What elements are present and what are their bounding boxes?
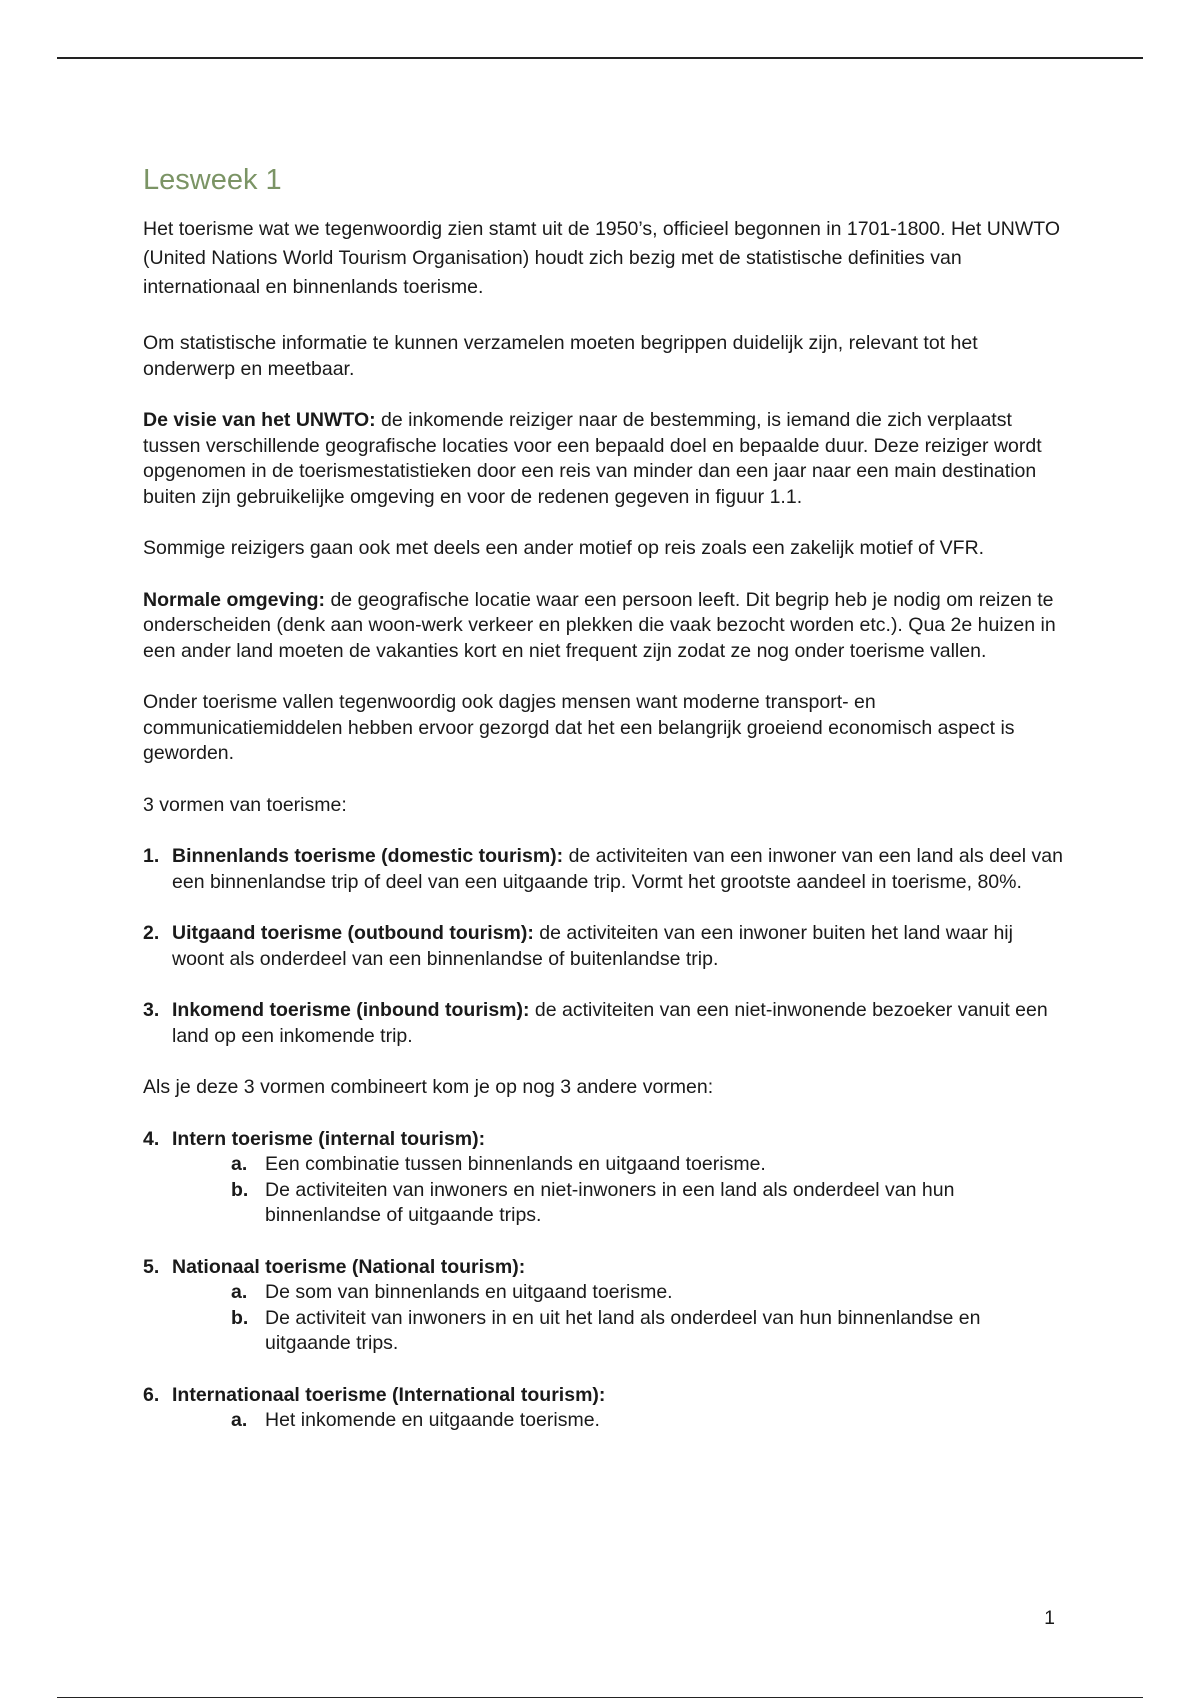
normal-environment-paragraph [143, 588, 1068, 665]
list-item [143, 1255, 1068, 1357]
normal-environment-text: de geografische locatie waar een persoon leeft. Dit begrip heb je nodig om reizen te onderscheiden (denk aan woon-werk verkeer en plekken die vaak bezocht worden etc.). Qua 2e huizen in een ander land moeten de vakanties kort en niet frequent zijn zodat ze nog onder toerisme vallen. [143, 588, 1056, 662]
sub-list-item [229, 1152, 1068, 1178]
list-item [143, 921, 1068, 972]
list-term: Inkomend toerisme (inbound tourism): [172, 999, 530, 1021]
list-number: 6. [143, 1383, 160, 1406]
list-number: 2. [143, 922, 160, 944]
statistics-paragraph: Om statistische informatie te kunnen verzamelen moeten begrippen duidelijk zijn, relevant tot het onderwerp en meetbaar. [143, 332, 978, 380]
sub-list-text: De activiteiten van inwoners en niet-inwoners in een land als onderdeel van hun binnenlandse of uitgaande trips. [265, 1178, 955, 1226]
sub-list-text: De activiteit van inwoners in en uit het land als onderdeel van hun binnenlandse en uitgaande trips. [265, 1306, 981, 1354]
page-number: 1 [1044, 1607, 1055, 1629]
list-term: Uitgaand toerisme (outbound tourism): [172, 922, 534, 944]
list-text: de activiteiten van een inwoner van een land als deel van een binnenlandse trip of deel van een uitgaande trip. Vormt het grootste aandeel in toerisme, 80%. [172, 845, 1063, 893]
list-item [143, 1127, 1068, 1229]
footer-rule [57, 1697, 1143, 1698]
sub-list-letter: a. [231, 1281, 248, 1303]
sub-list-letter: a. [231, 1153, 248, 1175]
list-item [143, 1383, 1068, 1434]
list-text: de activiteiten van een niet-inwonende bezoeker vanuit een land op een inkomende trip. [172, 999, 1048, 1047]
list-item [143, 998, 1068, 1049]
sub-list-text: De som van binnenlands en uitgaand toerisme. [265, 1281, 673, 1303]
list-term: Binnenlands toerisme (domestic tourism): [172, 845, 564, 867]
list-number: 1. [143, 845, 160, 867]
sub-list-text: Een combinatie tussen binnenlands en uitgaand toerisme. [265, 1153, 766, 1175]
page-content [143, 162, 1068, 1460]
unwto-vision-term: De visie van het UNWTO: [143, 409, 376, 431]
list-term: Internationaal toerisme (International tourism): [172, 1383, 606, 1406]
combined-intro: Als je deze 3 vormen combineert kom je op nog 3 andere vormen: [143, 1076, 714, 1098]
sub-list-text: Het inkomende en uitgaande toerisme. [265, 1409, 600, 1431]
daytrips-paragraph: Onder toerisme vallen tegenwoordig ook dagjes mensen want moderne transport- en communicatiemiddelen hebben ervoor gezorgd dat het een belangrijk groeiend economisch aspect is geworden. [143, 691, 1015, 764]
list-term: Nationaal toerisme (National tourism): [172, 1255, 526, 1278]
forms-intro: 3 vormen van toerisme: [143, 793, 347, 816]
list-number: 3. [143, 999, 160, 1021]
list-number: 4. [143, 1127, 160, 1150]
intro-paragraph: Het toerisme wat we tegenwoordig zien stamt uit de 1950’s, officieel begonnen in 1701-1800. Het UNWTO (United Nations World Tourism Organisation) houdt zich bezig met de statistische definities van internationaal en binnenlands toerisme. [143, 218, 1061, 298]
sub-list-letter: b. [231, 1306, 249, 1329]
sub-list-item [229, 1280, 1068, 1306]
list-number: 5. [143, 1255, 160, 1278]
sub-list-letter: b. [231, 1178, 249, 1201]
sub-list-item [229, 1408, 1068, 1434]
sub-list-letter: a. [231, 1409, 248, 1431]
sub-list-item [229, 1178, 1068, 1229]
page-heading: Lesweek 1 [143, 164, 282, 196]
sub-list-item [229, 1306, 1068, 1357]
normal-environment-term: Normale omgeving: [143, 588, 326, 611]
header-rule [57, 57, 1143, 59]
list-item [143, 844, 1068, 895]
unwto-vision-text: de inkomende reiziger naar de bestemming, is iemand die zich verplaatst tussen verschillende geografische locaties voor een bepaald doel en bepaalde duur. Deze reiziger wordt opgenomen in de toerismestatistieken door een reis van minder dan een jaar naar een main destination buiten zijn gebruikelijke omgeving en voor de redenen gegeven in figuur 1.1. [143, 409, 1042, 508]
motives-paragraph: Sommige reizigers gaan ook met deels een ander motief op reis zoals een zakelijk motief of VFR. [143, 537, 985, 559]
list-text: de activiteiten van een inwoner buiten het land waar hij woont als onderdeel van een binnenlandse of buitenlandse trip. [172, 922, 1013, 970]
unwto-vision-paragraph [143, 408, 1068, 510]
list-term: Intern toerisme (internal tourism): [172, 1127, 486, 1150]
